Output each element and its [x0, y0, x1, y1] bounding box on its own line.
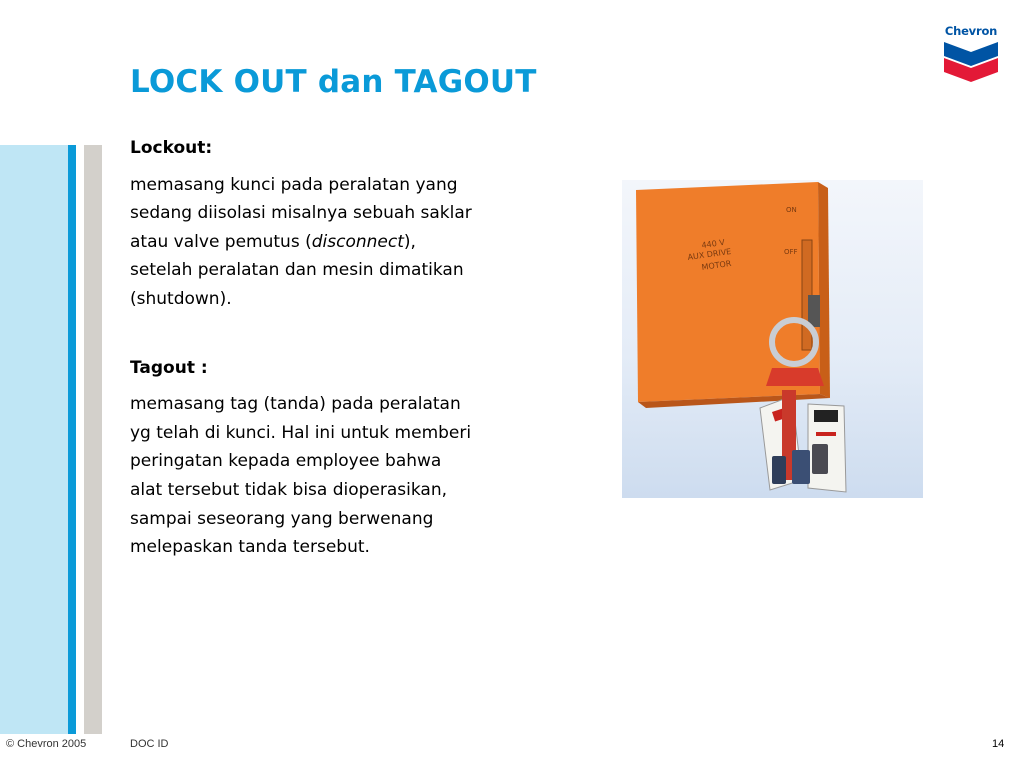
footer-page-number: 14 — [992, 738, 1005, 750]
tagout-line: melepaskan tanda tersebut. — [130, 537, 370, 558]
tagout-section — [130, 354, 550, 562]
footer-doc-id: DOC ID — [130, 738, 169, 750]
left-decor-light-blue-bar — [0, 145, 68, 734]
padlock-small — [808, 295, 820, 327]
slide-body — [130, 134, 550, 602]
tagout-line: memasang tag (tanda) pada peralatan — [130, 394, 461, 415]
switch-off-label: OFF — [784, 248, 798, 256]
disconnect-term: disconnect — [311, 231, 404, 252]
padlock-blue — [792, 450, 810, 484]
tagout-line: sampai seseorang yang berwenang — [130, 508, 434, 529]
lockout-line: sedang diisolasi misalnya sebuah saklar — [130, 203, 472, 224]
tagout-line: yg telah di kunci. Hal ini untuk memberi — [130, 422, 472, 443]
padlock-dark — [772, 456, 786, 484]
tagout-line: alat tersebut tidak bisa dioperasikan, — [130, 479, 448, 500]
panel-label-line3: MOTOR — [701, 258, 732, 272]
lockout-line: memasang kunci pada peralatan yang — [130, 174, 458, 195]
lockout-line-part: atau valve pemutus ( — [130, 231, 312, 252]
tagout-heading: Tagout : — [130, 357, 208, 378]
left-decor-gap — [76, 145, 84, 734]
lockout-line-part: ), — [403, 231, 416, 252]
lockout-line: (shutdown). — [130, 288, 232, 309]
tagout-description — [130, 390, 550, 562]
footer-copyright: © Chevron 2005 — [6, 738, 87, 750]
lockout-tagout-photo — [622, 180, 923, 498]
left-decor-blue-bar — [68, 145, 76, 734]
padlock-gray — [812, 444, 828, 474]
chevron-logo-text: Chevron — [944, 24, 998, 38]
panel-label-line2: AUX DRIVE — [687, 246, 732, 262]
lockout-line — [130, 228, 550, 257]
chevron-logo — [942, 24, 1000, 84]
lockout-illustration — [622, 180, 923, 498]
lockout-description — [130, 171, 550, 314]
left-decor-gray-bar — [84, 145, 102, 734]
lockout-section — [130, 134, 550, 314]
hasp-red-body — [766, 368, 824, 386]
panel-label-line1: 440 V — [701, 237, 726, 250]
switch-on-label: ON — [786, 206, 797, 214]
tagout-line: peringatan kepada employee bahwa — [130, 451, 442, 472]
lockout-line: setelah peralatan dan mesin dimatikan — [130, 260, 464, 281]
slide-title: LOCK OUT dan TAGOUT — [130, 64, 537, 100]
lockout-heading: Lockout: — [130, 138, 213, 158]
chevron-logo-icon — [942, 38, 1000, 84]
